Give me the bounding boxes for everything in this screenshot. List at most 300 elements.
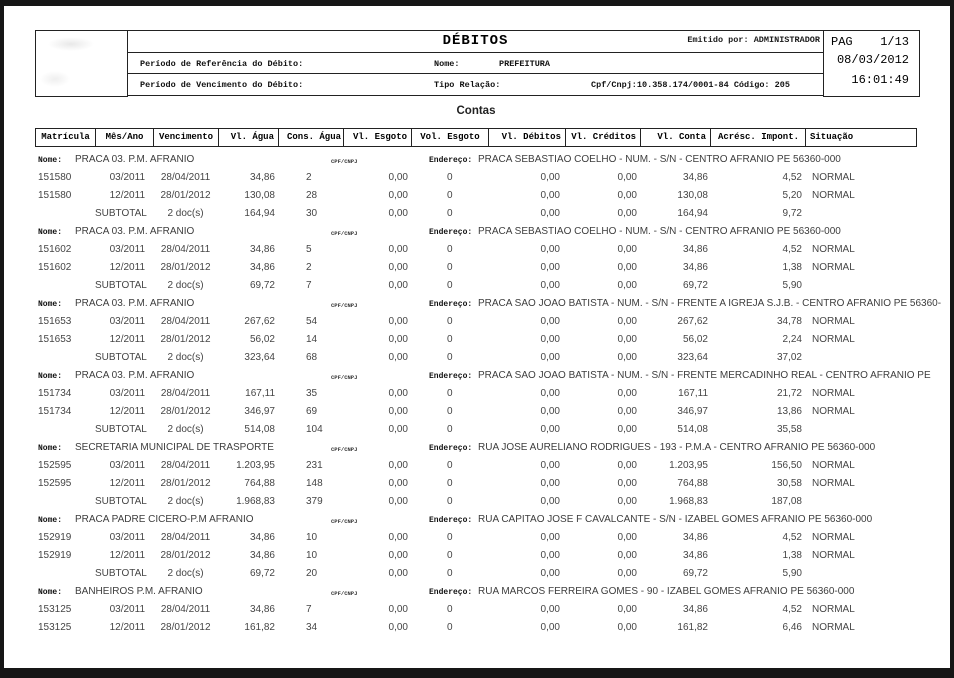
cell-situacao: NORMAL xyxy=(812,190,855,201)
debit-row xyxy=(35,475,917,493)
cell-vl-debitos: 0,00 xyxy=(540,352,560,363)
cell-mes-ano: 12/2011 xyxy=(109,478,145,489)
cell-situacao: NORMAL xyxy=(812,532,855,543)
account-name: PRACA PADRE CICERO-P.M AFRANIO xyxy=(75,514,254,525)
cell-mes-ano: SUBTOTAL xyxy=(95,568,147,579)
cell-vl-debitos: 0,00 xyxy=(540,388,560,399)
cell-acresc-impont: 5,90 xyxy=(782,280,802,291)
section-title: Contas xyxy=(456,105,496,117)
account-name: PRACA 03. P.M. AFRANIO xyxy=(75,298,195,309)
cell-vl-esgoto: 0,00 xyxy=(388,388,408,399)
cell-vencimento: 2 doc(s) xyxy=(167,568,204,579)
nome-label: Nome: xyxy=(38,588,63,597)
subtotal-row xyxy=(35,349,917,367)
cell-vol-esgoto: 0 xyxy=(447,244,453,255)
endereco-label: Endereço: xyxy=(429,444,473,453)
page-number: 1/13 xyxy=(880,35,909,49)
debit-row xyxy=(35,601,917,619)
cell-vl-conta: 34,86 xyxy=(682,604,708,615)
cell-cons-agua: 28 xyxy=(306,190,318,201)
cell-vol-esgoto: 0 xyxy=(447,532,453,543)
subtotal-row xyxy=(35,421,917,439)
account-name: PRACA 03. P.M. AFRANIO xyxy=(75,154,195,165)
debit-row xyxy=(35,619,917,637)
cell-vl-creditos: 0,00 xyxy=(617,568,637,579)
header-title-row xyxy=(128,31,823,53)
cell-acresc-impont: 1,38 xyxy=(782,262,802,273)
cell-cons-agua: 10 xyxy=(306,550,318,561)
cell-vl-creditos: 0,00 xyxy=(617,334,637,345)
cell-vl-conta: 161,82 xyxy=(677,622,708,633)
cell-acresc-impont: 9,72 xyxy=(782,208,802,219)
subtotal-row xyxy=(35,493,917,511)
relation-label: Tipo Relação: xyxy=(434,80,501,90)
cell-situacao: NORMAL xyxy=(812,604,855,615)
subtotal-row xyxy=(35,565,917,583)
contas-table-header xyxy=(35,128,917,147)
cell-mes-ano: 03/2011 xyxy=(109,388,145,399)
cell-acresc-impont: 4,52 xyxy=(782,604,802,615)
cell-vol-esgoto: 0 xyxy=(447,262,453,273)
cell-vencimento: 2 doc(s) xyxy=(167,280,204,291)
cell-matricula xyxy=(35,349,95,367)
account-group xyxy=(35,439,950,511)
cell-vol-esgoto: 0 xyxy=(447,388,453,399)
account-address: PRACA SAO JOAO BATISTA - NUM. - S/N - FRENTE A IGREJA S.J.B. - CENTRO AFRANIO PE 56360- xyxy=(478,298,942,309)
cell-vl-debitos: 0,00 xyxy=(540,550,560,561)
cell-matricula: 151580 xyxy=(38,190,72,201)
cell-matricula: 152595 xyxy=(38,478,72,489)
contas-table-body xyxy=(35,151,950,637)
cell-vl-esgoto: 0,00 xyxy=(388,460,408,471)
report-page xyxy=(4,6,950,668)
account-name: SECRETARIA MUNICIPAL DE TRASPORTE xyxy=(75,442,274,453)
cell-cons-agua: 35 xyxy=(306,388,318,399)
cell-vl-creditos: 0,00 xyxy=(617,352,637,363)
cell-matricula: 153125 xyxy=(38,604,72,615)
cell-cons-agua: 7 xyxy=(306,604,312,615)
page-number-row xyxy=(824,31,919,50)
group-header-row xyxy=(35,295,950,313)
cell-vl-creditos: 0,00 xyxy=(617,550,637,561)
cell-acresc-impont: 5,20 xyxy=(782,190,802,201)
cell-vol-esgoto: 0 xyxy=(447,352,453,363)
debit-row xyxy=(35,403,917,421)
cell-vl-creditos: 0,00 xyxy=(617,280,637,291)
pag-label: PAG xyxy=(831,35,853,49)
cell-vl-creditos: 0,00 xyxy=(617,208,637,219)
emitted-by-label: Emitido por: xyxy=(687,35,749,45)
cell-vl-agua: 34,86 xyxy=(249,262,275,273)
cell-vencimento: 28/01/2012 xyxy=(160,406,211,417)
endereco-label: Endereço: xyxy=(429,516,473,525)
cell-matricula: 151653 xyxy=(38,334,72,345)
cell-acresc-impont: 5,90 xyxy=(782,568,802,579)
cell-vl-esgoto: 0,00 xyxy=(388,280,408,291)
emitted-by-value: ADMINISTRADOR xyxy=(753,35,820,45)
cell-matricula: 153125 xyxy=(38,622,72,633)
cell-cons-agua: 68 xyxy=(306,352,318,363)
header-filter-row-2 xyxy=(128,74,823,96)
cell-vl-conta: 34,86 xyxy=(682,532,708,543)
cell-vl-conta: 514,08 xyxy=(677,424,708,435)
cell-vl-agua: 346,97 xyxy=(244,406,275,417)
cell-vol-esgoto: 0 xyxy=(447,424,453,435)
cell-acresc-impont: 13,86 xyxy=(776,406,802,417)
cell-vl-esgoto: 0,00 xyxy=(388,208,408,219)
cell-vl-creditos: 0,00 xyxy=(617,262,637,273)
cell-matricula: 151602 xyxy=(38,244,72,255)
nome-label: Nome: xyxy=(38,372,63,381)
col-header-vol-esgoto: Vol. Esgoto xyxy=(412,129,489,146)
debit-row xyxy=(35,241,917,259)
debit-row xyxy=(35,385,917,403)
account-group xyxy=(35,151,950,223)
debit-row xyxy=(35,331,917,349)
account-group xyxy=(35,511,950,583)
cell-vl-conta: 346,97 xyxy=(677,406,708,417)
cell-situacao: NORMAL xyxy=(812,316,855,327)
cell-vl-creditos: 0,00 xyxy=(617,424,637,435)
cell-vencimento: 2 doc(s) xyxy=(167,208,204,219)
cell-matricula: 152919 xyxy=(38,550,72,561)
cpf-cnpj-label: CPF/CNPJ xyxy=(331,158,358,165)
cell-vl-debitos: 0,00 xyxy=(540,496,560,507)
cell-cons-agua: 148 xyxy=(306,478,323,489)
name-value: PREFEITURA xyxy=(499,59,551,69)
cell-cons-agua: 14 xyxy=(306,334,318,345)
cell-vl-debitos: 0,00 xyxy=(540,208,560,219)
cell-vol-esgoto: 0 xyxy=(447,478,453,489)
cell-vl-creditos: 0,00 xyxy=(617,316,637,327)
cell-cons-agua: 34 xyxy=(306,622,318,633)
cell-mes-ano: 03/2011 xyxy=(109,316,145,327)
cell-vl-debitos: 0,00 xyxy=(540,478,560,489)
cell-vencimento: 28/04/2011 xyxy=(160,316,211,327)
cell-mes-ano: 03/2011 xyxy=(109,172,145,183)
account-name: PRACA 03. P.M. AFRANIO xyxy=(75,370,195,381)
col-header-vl-conta: Vl. Conta xyxy=(641,129,711,146)
cell-acresc-impont: 1,38 xyxy=(782,550,802,561)
debit-row xyxy=(35,259,917,277)
cell-matricula xyxy=(35,421,95,439)
cell-vl-agua: 514,08 xyxy=(244,424,275,435)
cell-vencimento: 28/04/2011 xyxy=(160,460,211,471)
cell-acresc-impont: 6,46 xyxy=(782,622,802,633)
cell-vol-esgoto: 0 xyxy=(447,550,453,561)
cell-mes-ano: SUBTOTAL xyxy=(95,280,147,291)
cell-vl-debitos: 0,00 xyxy=(540,334,560,345)
cell-vencimento: 28/04/2011 xyxy=(160,604,211,615)
cell-vl-conta: 323,64 xyxy=(677,352,708,363)
cell-matricula: 151734 xyxy=(38,388,72,399)
debit-row xyxy=(35,547,917,565)
cell-vl-esgoto: 0,00 xyxy=(388,172,408,183)
cpf-cnpj-code: Cpf/Cnpj:10.358.174/0001-84 Código: 205 xyxy=(591,80,790,90)
cell-cons-agua: 30 xyxy=(306,208,318,219)
cell-vl-debitos: 0,00 xyxy=(540,406,560,417)
cell-vl-agua: 323,64 xyxy=(244,352,275,363)
cell-vl-conta: 34,86 xyxy=(682,244,708,255)
cell-matricula: 151580 xyxy=(38,172,72,183)
cell-vl-creditos: 0,00 xyxy=(617,244,637,255)
col-header-cons-agua: Cons. Água xyxy=(279,129,344,146)
col-header-vl-creditos: Vl. Créditos xyxy=(566,129,641,146)
cell-vl-esgoto: 0,00 xyxy=(388,334,408,345)
cell-situacao: NORMAL xyxy=(812,622,855,633)
endereco-label: Endereço: xyxy=(429,372,473,381)
cpf-cnpj-label: CPF/CNPJ xyxy=(331,374,358,381)
cell-matricula xyxy=(35,277,95,295)
cell-vl-conta: 130,08 xyxy=(677,190,708,201)
report-header xyxy=(128,30,823,97)
cell-mes-ano: SUBTOTAL xyxy=(95,208,147,219)
cell-vl-agua: 130,08 xyxy=(244,190,275,201)
cell-vl-conta: 1.203,95 xyxy=(669,460,708,471)
endereco-label: Endereço: xyxy=(429,588,473,597)
cell-vencimento: 2 doc(s) xyxy=(167,352,204,363)
cell-vol-esgoto: 0 xyxy=(447,190,453,201)
col-header-mes-ano: Mês/Ano xyxy=(96,129,154,146)
due-period-label: Período de Vencimento do Débito: xyxy=(140,80,304,90)
cell-matricula: 152595 xyxy=(38,460,72,471)
cell-vl-creditos: 0,00 xyxy=(617,406,637,417)
cell-vl-creditos: 0,00 xyxy=(617,478,637,489)
logo-placeholder xyxy=(35,30,128,97)
cell-vencimento: 28/01/2012 xyxy=(160,334,211,345)
cell-vl-creditos: 0,00 xyxy=(617,190,637,201)
cell-vl-esgoto: 0,00 xyxy=(388,316,408,327)
cell-vl-agua: 34,86 xyxy=(249,604,275,615)
cell-vl-esgoto: 0,00 xyxy=(388,604,408,615)
group-header-row xyxy=(35,151,950,169)
cell-acresc-impont: 35,58 xyxy=(776,424,802,435)
cell-cons-agua: 7 xyxy=(306,280,312,291)
cell-situacao: NORMAL xyxy=(812,388,855,399)
cell-vl-conta: 56,02 xyxy=(682,334,708,345)
cell-vol-esgoto: 0 xyxy=(447,172,453,183)
account-group xyxy=(35,367,950,439)
cell-vencimento: 2 doc(s) xyxy=(167,424,204,435)
col-header-matricula: Matrícula xyxy=(36,129,96,146)
cell-vl-debitos: 0,00 xyxy=(540,190,560,201)
cell-acresc-impont: 4,52 xyxy=(782,532,802,543)
cell-vl-debitos: 0,00 xyxy=(540,568,560,579)
cell-cons-agua: 69 xyxy=(306,406,318,417)
cell-mes-ano: 12/2011 xyxy=(109,334,145,345)
debit-row xyxy=(35,169,917,187)
cell-vencimento: 28/01/2012 xyxy=(160,622,211,633)
cell-situacao: NORMAL xyxy=(812,172,855,183)
col-header-vl-agua: Vl. Água xyxy=(219,129,279,146)
cell-cons-agua: 104 xyxy=(306,424,323,435)
cell-vencimento: 2 doc(s) xyxy=(167,496,204,507)
cell-situacao xyxy=(805,493,917,511)
cell-vl-debitos: 0,00 xyxy=(540,262,560,273)
cell-vl-debitos: 0,00 xyxy=(540,424,560,435)
col-header-vl-esgoto: Vl. Esgoto xyxy=(344,129,412,146)
cell-situacao: NORMAL xyxy=(812,262,855,273)
cell-vl-esgoto: 0,00 xyxy=(388,496,408,507)
cell-vl-conta: 69,72 xyxy=(682,568,708,579)
report-time: 16:01:49 xyxy=(851,73,909,87)
cell-cons-agua: 2 xyxy=(306,262,312,273)
cell-matricula: 151653 xyxy=(38,316,72,327)
cpf-cnpj-label: CPF/CNPJ xyxy=(331,302,358,309)
endereco-label: Endereço: xyxy=(429,228,473,237)
cell-vencimento: 28/04/2011 xyxy=(160,172,211,183)
cpf-cnpj-label: CPF/CNPJ xyxy=(331,590,358,597)
cell-vl-esgoto: 0,00 xyxy=(388,478,408,489)
cell-matricula xyxy=(35,205,95,223)
cell-situacao xyxy=(805,349,917,367)
cell-vl-agua: 1.203,95 xyxy=(236,460,275,471)
debit-row xyxy=(35,457,917,475)
cell-mes-ano: SUBTOTAL xyxy=(95,424,147,435)
cell-vl-agua: 1.968,83 xyxy=(236,496,275,507)
cell-situacao xyxy=(805,421,917,439)
cell-vl-debitos: 0,00 xyxy=(540,532,560,543)
page-info-box xyxy=(823,30,920,97)
cpf-cnpj-label: CPF/CNPJ xyxy=(331,446,358,453)
nome-label: Nome: xyxy=(38,300,63,309)
cell-situacao: NORMAL xyxy=(812,460,855,471)
cell-vl-esgoto: 0,00 xyxy=(388,550,408,561)
cell-vl-debitos: 0,00 xyxy=(540,172,560,183)
cell-vl-creditos: 0,00 xyxy=(617,622,637,633)
cell-vl-esgoto: 0,00 xyxy=(388,244,408,255)
cell-vl-debitos: 0,00 xyxy=(540,244,560,255)
subtotal-row xyxy=(35,277,917,295)
cell-vol-esgoto: 0 xyxy=(447,568,453,579)
nome-label: Nome: xyxy=(38,156,63,165)
cell-vl-agua: 34,86 xyxy=(249,172,275,183)
cell-situacao: NORMAL xyxy=(812,244,855,255)
cell-acresc-impont: 2,24 xyxy=(782,334,802,345)
cell-situacao: NORMAL xyxy=(812,406,855,417)
account-address: RUA MARCOS FERREIRA GOMES - 90 - IZABEL GOMES AFRANIO PE 56360-000 xyxy=(478,586,855,597)
cell-vol-esgoto: 0 xyxy=(447,496,453,507)
cell-vencimento: 28/04/2011 xyxy=(160,388,211,399)
cell-acresc-impont: 34,78 xyxy=(776,316,802,327)
cell-vencimento: 28/01/2012 xyxy=(160,190,211,201)
cell-situacao: NORMAL xyxy=(812,478,855,489)
cell-vl-agua: 34,86 xyxy=(249,550,275,561)
cell-matricula: 151602 xyxy=(38,262,72,273)
cell-vl-esgoto: 0,00 xyxy=(388,622,408,633)
endereco-label: Endereço: xyxy=(429,300,473,309)
col-header-acresc-impont: Acrésc. Impont. xyxy=(711,129,806,146)
account-name: BANHEIROS P.M. AFRANIO xyxy=(75,586,203,597)
account-address: RUA CAPITAO JOSE F CAVALCANTE - S/N - IZABEL GOMES AFRANIO PE 56360-000 xyxy=(478,514,873,525)
debit-row xyxy=(35,313,917,331)
cell-mes-ano: SUBTOTAL xyxy=(95,496,147,507)
cell-situacao: NORMAL xyxy=(812,550,855,561)
cell-vl-esgoto: 0,00 xyxy=(388,190,408,201)
cell-vl-esgoto: 0,00 xyxy=(388,406,408,417)
cell-vl-agua: 69,72 xyxy=(249,280,275,291)
cell-vencimento: 28/04/2011 xyxy=(160,532,211,543)
page-title: DÉBITOS xyxy=(442,33,509,49)
group-header-row xyxy=(35,223,950,241)
ref-period-label: Período de Referência do Débito: xyxy=(140,59,304,69)
cell-cons-agua: 20 xyxy=(306,568,318,579)
cell-vl-agua: 267,62 xyxy=(244,316,275,327)
cell-mes-ano: 03/2011 xyxy=(109,532,145,543)
emitted-by xyxy=(687,35,820,45)
cell-vol-esgoto: 0 xyxy=(447,208,453,219)
cell-vl-agua: 69,72 xyxy=(249,568,275,579)
cell-vl-creditos: 0,00 xyxy=(617,496,637,507)
cell-mes-ano: 12/2011 xyxy=(109,190,145,201)
cell-vl-esgoto: 0,00 xyxy=(388,352,408,363)
cell-vl-creditos: 0,00 xyxy=(617,604,637,615)
cell-acresc-impont: 4,52 xyxy=(782,172,802,183)
cell-cons-agua: 10 xyxy=(306,532,318,543)
cell-vl-creditos: 0,00 xyxy=(617,460,637,471)
cell-vl-creditos: 0,00 xyxy=(617,172,637,183)
account-group xyxy=(35,583,950,637)
cell-vencimento: 28/01/2012 xyxy=(160,262,211,273)
group-header-row xyxy=(35,583,950,601)
report-date: 08/03/2012 xyxy=(836,53,909,67)
group-header-row xyxy=(35,511,950,529)
cell-acresc-impont: 21,72 xyxy=(776,388,802,399)
cell-acresc-impont: 30,58 xyxy=(776,478,802,489)
cell-cons-agua: 231 xyxy=(306,460,323,471)
debit-row xyxy=(35,529,917,547)
subtotal-row xyxy=(35,205,917,223)
group-header-row xyxy=(35,439,950,457)
cell-vl-agua: 34,86 xyxy=(249,244,275,255)
cell-vl-debitos: 0,00 xyxy=(540,280,560,291)
cell-vl-conta: 164,94 xyxy=(677,208,708,219)
cell-vencimento: 28/04/2011 xyxy=(160,244,211,255)
cell-vl-agua: 764,88 xyxy=(244,478,275,489)
cell-vl-agua: 56,02 xyxy=(249,334,275,345)
cell-matricula xyxy=(35,493,95,511)
col-header-vencimento: Vencimento xyxy=(154,129,219,146)
cell-acresc-impont: 156,50 xyxy=(771,460,802,471)
cell-situacao xyxy=(805,277,917,295)
col-header-vl-debitos: Vl. Débitos xyxy=(489,129,566,146)
cell-vl-conta: 267,62 xyxy=(677,316,708,327)
cell-vl-agua: 34,86 xyxy=(249,532,275,543)
cell-mes-ano: 12/2011 xyxy=(109,550,145,561)
cell-vl-debitos: 0,00 xyxy=(540,460,560,471)
cell-cons-agua: 2 xyxy=(306,172,312,183)
cell-acresc-impont: 37,02 xyxy=(776,352,802,363)
account-group xyxy=(35,295,950,367)
cell-vol-esgoto: 0 xyxy=(447,460,453,471)
cell-cons-agua: 5 xyxy=(306,244,312,255)
account-address: PRACA SEBASTIAO COELHO - NUM. - S/N - CENTRO AFRANIO PE 56360-000 xyxy=(478,154,841,165)
cell-vl-agua: 167,11 xyxy=(245,388,275,399)
cell-vol-esgoto: 0 xyxy=(447,622,453,633)
cell-mes-ano: 12/2011 xyxy=(109,262,145,273)
cell-acresc-impont: 187,08 xyxy=(771,496,802,507)
cell-cons-agua: 379 xyxy=(306,496,323,507)
cell-vl-conta: 34,86 xyxy=(682,550,708,561)
cell-acresc-impont: 4,52 xyxy=(782,244,802,255)
col-header-situacao: Situação xyxy=(810,132,854,142)
cell-vl-agua: 164,94 xyxy=(244,208,275,219)
cell-situacao xyxy=(805,565,917,583)
cell-mes-ano: 03/2011 xyxy=(109,604,145,615)
cell-vl-conta: 34,86 xyxy=(682,172,708,183)
endereco-label: Endereço: xyxy=(429,156,473,165)
account-address: RUA JOSE AURELIANO RODRIGUES - 193 - P.M.A - CENTRO AFRANIO PE 56360-000 xyxy=(478,442,876,453)
